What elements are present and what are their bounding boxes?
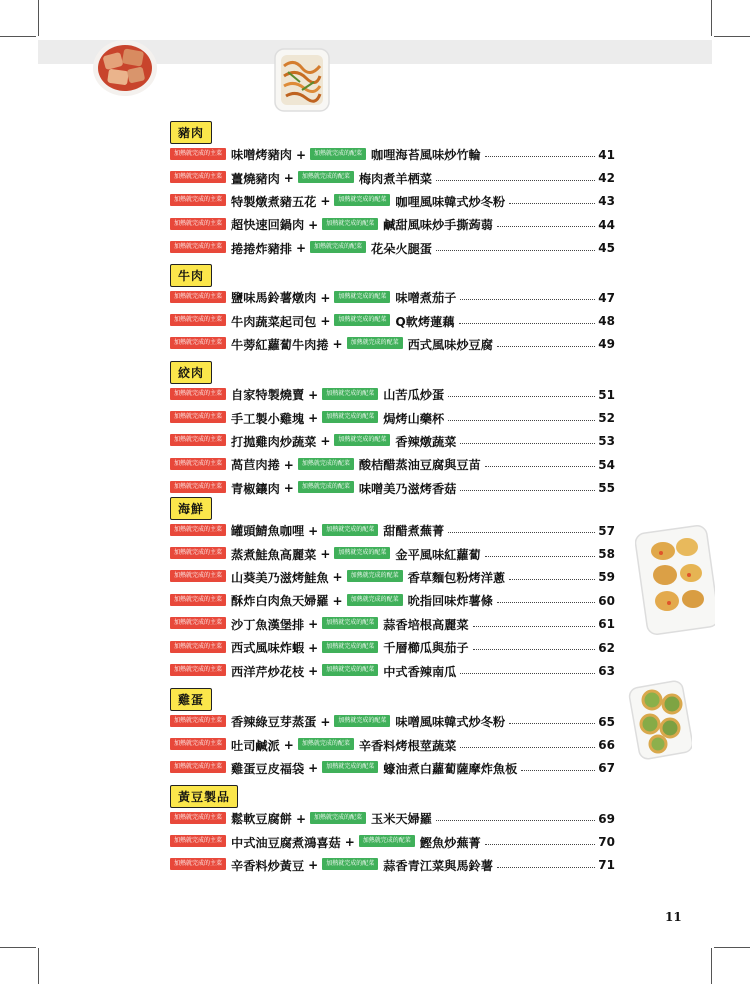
category-label: 牛肉 [170, 264, 212, 287]
leader-dots [460, 747, 595, 748]
leader-dots [473, 626, 595, 627]
side-dish-name: 蒜香培根高麗菜 [383, 617, 469, 632]
plus-sign: + [344, 835, 355, 850]
main-dish-name: 山葵美乃滋烤鮭魚 [231, 570, 329, 585]
plus-sign: + [332, 570, 343, 585]
page-number: 11 [665, 910, 682, 924]
plus-sign: + [295, 811, 307, 826]
leader-dots [460, 299, 595, 300]
leader-dots [497, 602, 595, 603]
leader-dots [436, 180, 595, 181]
category-label: 雞蛋 [170, 688, 212, 711]
side-dish-name: 鰹魚炒蕪菁 [419, 835, 481, 850]
toc-row[interactable] [170, 309, 615, 332]
toc-row[interactable] [170, 830, 615, 853]
main-dish-tag: 加熱就完成的主菜 [170, 194, 226, 206]
main-dish-name: 酥炸白肉魚天婦羅 [231, 594, 329, 609]
main-dish-tag: 加熱就完成的主菜 [170, 291, 226, 303]
main-dish-tag: 加熱就完成的主菜 [170, 524, 226, 536]
side-dish-name: 焗烤山藥杯 [383, 411, 445, 426]
main-dish-name: 鬆軟豆腐餅 [231, 812, 292, 827]
side-dish-name: 咖哩海苔風味炒竹輪 [371, 148, 481, 163]
section-pork [170, 121, 615, 260]
side-dish-tag: 加熱就完成的配菜 [334, 547, 390, 559]
toc-row[interactable] [170, 333, 615, 356]
main-dish-name: 自家特製燒賣 [231, 388, 305, 403]
crop-mark [38, 948, 39, 984]
main-dish-tag: 加熱就完成的主菜 [170, 761, 226, 773]
side-dish-name: 蒜香青江菜與馬鈴薯 [383, 858, 493, 873]
leader-dots [448, 532, 595, 533]
side-dish-tag: 加熱就完成的配菜 [322, 858, 378, 870]
side-dish-tag: 加熱就完成的配菜 [322, 617, 378, 629]
side-dish-tag: 加熱就完成的配菜 [334, 314, 390, 326]
side-dish-tag: 加熱就完成的配菜 [310, 812, 366, 824]
leader-dots [485, 156, 595, 157]
plus-sign: + [283, 171, 294, 186]
food-photo-zucchini [628, 680, 692, 760]
section-minced-meat [170, 361, 615, 500]
page-ref: 63 [598, 664, 615, 679]
side-dish-name: 甜醋煮蕪菁 [383, 524, 445, 539]
plus-sign: + [283, 738, 294, 753]
main-dish-name: 香辣綠豆芽蒸蛋 [231, 715, 317, 730]
side-dish-tag: 加熱就完成的配菜 [334, 715, 390, 727]
main-dish-name: 鹽味馬鈴薯燉肉 [231, 291, 317, 306]
side-dish-tag: 加熱就完成的配菜 [310, 148, 366, 160]
page-ref: 53 [598, 434, 615, 449]
plus-sign: + [308, 387, 319, 402]
section-beef [170, 264, 615, 356]
page-ref: 43 [598, 194, 615, 209]
leader-dots [485, 466, 595, 467]
section-eggs [170, 688, 615, 780]
crop-mark [711, 0, 712, 36]
side-dish-name: 味噌美乃滋烤香菇 [358, 481, 457, 496]
toc-row[interactable] [170, 519, 615, 542]
toc-row[interactable] [170, 566, 615, 589]
page-ref: 45 [598, 241, 615, 256]
page-ref: 47 [598, 290, 615, 305]
leader-dots [485, 556, 595, 557]
side-dish-tag: 加熱就完成的配菜 [322, 761, 378, 773]
side-dish-name: 香草麵包粉烤洋蔥 [407, 570, 506, 585]
side-dish-name: 金平風味紅蘿蔔 [395, 547, 481, 562]
toc-row[interactable] [170, 613, 615, 636]
crop-mark [714, 947, 750, 948]
toc-row[interactable] [170, 659, 615, 682]
page-ref: 62 [598, 640, 615, 655]
plus-sign: + [332, 593, 343, 608]
page-ref: 54 [598, 457, 615, 472]
main-dish-name: 雞蛋豆皮福袋 [231, 761, 305, 776]
toc-row[interactable] [170, 733, 615, 756]
side-dish-tag: 加熱就完成的配菜 [347, 594, 403, 606]
leader-dots [460, 490, 595, 491]
page-ref: 70 [598, 835, 615, 850]
side-dish-name: 咖哩風味韓式炒冬粉 [395, 194, 506, 209]
main-dish-name: 青椒鑲肉 [231, 481, 280, 496]
plus-sign: + [332, 337, 343, 352]
main-dish-name: 中式油豆腐煮鴻喜菇 [231, 835, 341, 850]
side-dish-tag: 加熱就完成的配菜 [322, 641, 378, 653]
plus-sign: + [308, 664, 319, 679]
toc-row[interactable] [170, 213, 615, 236]
page-ref: 69 [598, 811, 615, 826]
side-dish-tag: 加熱就完成的配菜 [334, 194, 390, 206]
side-dish-tag: 加熱就完成的配菜 [359, 835, 415, 847]
plus-sign: + [320, 194, 331, 209]
food-photo-pork [90, 34, 160, 98]
side-dish-name: 鹹甜風味炒手撕蒟蒻 [383, 218, 493, 233]
page-ref: 59 [598, 570, 615, 585]
page-ref: 44 [598, 217, 615, 232]
side-dish-name: 吮指回味炸薯條 [407, 594, 493, 609]
main-dish-name: 蒸煮鮭魚高麗菜 [231, 547, 317, 562]
side-dish-name: 中式香辣南瓜 [383, 664, 457, 679]
leader-dots [497, 346, 595, 347]
main-dish-name: 西式風味炸蝦 [231, 641, 305, 656]
side-dish-name: 玉米天婦羅 [371, 812, 432, 827]
side-dish-name: 蠔油煮白蘿蔔薩摩炸魚板 [383, 761, 518, 776]
main-dish-tag: 加熱就完成的主菜 [170, 481, 226, 493]
main-dish-tag: 加熱就完成的主菜 [170, 171, 226, 183]
main-dish-name: 超快速回鍋肉 [231, 218, 305, 233]
crop-mark [711, 948, 712, 984]
page-ref: 66 [598, 738, 615, 753]
plus-sign: + [283, 481, 294, 496]
side-dish-name: 西式風味炒豆腐 [407, 337, 493, 352]
crop-mark [38, 0, 39, 36]
side-dish-tag: 加熱就完成的配菜 [322, 524, 378, 536]
leader-dots [436, 250, 595, 251]
leader-dots [436, 820, 595, 821]
toc-row[interactable] [170, 406, 615, 429]
plus-sign: + [320, 434, 331, 449]
leader-dots [473, 649, 595, 650]
toc-row[interactable] [170, 286, 615, 309]
plus-sign: + [283, 457, 294, 472]
section-soy-products [170, 785, 615, 877]
main-dish-tag: 加熱就完成的主菜 [170, 594, 226, 606]
plus-sign: + [320, 547, 331, 562]
main-dish-name: 辛香料炒黃豆 [231, 858, 305, 873]
plus-sign: + [308, 640, 319, 655]
page-ref: 61 [598, 617, 615, 632]
plus-sign: + [308, 617, 319, 632]
side-dish-name: 花朵火腿蛋 [371, 241, 432, 256]
plus-sign: + [308, 523, 319, 538]
category-label: 豬肉 [170, 121, 212, 144]
main-dish-tag: 加熱就完成的主菜 [170, 858, 226, 870]
category-label: 海鮮 [170, 497, 212, 520]
side-dish-name: 酸桔醋蒸油豆腐與豆苗 [358, 458, 481, 473]
page-ref: 67 [598, 761, 615, 776]
main-dish-tag: 加熱就完成的主菜 [170, 458, 226, 470]
main-dish-tag: 加熱就完成的主菜 [170, 148, 226, 160]
main-dish-name: 萵苣肉捲 [231, 458, 280, 473]
toc-row[interactable] [170, 383, 615, 406]
toc-row[interactable] [170, 430, 615, 453]
main-dish-tag: 加熱就完成的主菜 [170, 812, 226, 824]
page-ref: 48 [598, 314, 615, 329]
page-ref: 42 [598, 171, 615, 186]
main-dish-tag: 加熱就完成的主菜 [170, 314, 226, 326]
crop-mark [0, 947, 36, 948]
leader-dots [521, 770, 595, 771]
main-dish-tag: 加熱就完成的主菜 [170, 835, 226, 847]
category-label: 絞肉 [170, 361, 212, 384]
main-dish-name: 味噌烤豬肉 [231, 148, 292, 163]
leader-dots [497, 867, 595, 868]
side-dish-name: 梅肉煮羊栖菜 [358, 171, 432, 186]
toc-row[interactable] [170, 757, 615, 780]
main-dish-name: 打拋雞肉炒蔬菜 [231, 434, 317, 449]
main-dish-tag: 加熱就完成的主菜 [170, 241, 226, 253]
toc-row[interactable] [170, 807, 615, 830]
side-dish-tag: 加熱就完成的配菜 [298, 458, 354, 470]
page-ref: 60 [598, 593, 615, 608]
toc-row[interactable] [170, 190, 615, 213]
leader-dots [460, 443, 595, 444]
side-dish-name: 千層櫛瓜與茄子 [383, 641, 469, 656]
plus-sign: + [295, 241, 307, 256]
leader-dots [509, 203, 595, 204]
page-ref: 55 [598, 481, 615, 496]
main-dish-tag: 加熱就完成的主菜 [170, 715, 226, 727]
side-dish-tag: 加熱就完成的配菜 [322, 411, 378, 423]
side-dish-name: 辛香料烤根莖蔬菜 [358, 738, 457, 753]
leader-dots [497, 226, 595, 227]
side-dish-tag: 加熱就完成的配菜 [347, 570, 403, 582]
crop-mark [0, 36, 36, 37]
side-dish-tag: 加熱就完成的配菜 [322, 664, 378, 676]
side-dish-tag: 加熱就完成的配菜 [298, 171, 354, 183]
main-dish-tag: 加熱就完成的主菜 [170, 664, 226, 676]
side-dish-name: 味噌煮茄子 [395, 291, 457, 306]
side-dish-tag: 加熱就完成的配菜 [310, 241, 366, 253]
main-dish-name: 牛肉蔬菜起司包 [231, 314, 317, 329]
toc-row[interactable] [170, 589, 615, 612]
main-dish-name: 捲捲炸豬排 [231, 241, 292, 256]
toc-row[interactable] [170, 453, 615, 476]
side-dish-name: Q軟烤蓮藕 [395, 314, 455, 329]
leader-dots [448, 396, 595, 397]
toc-row[interactable] [170, 143, 615, 166]
side-dish-name: 味噌風味韓式炒冬粉 [395, 715, 506, 730]
leader-dots [459, 323, 595, 324]
plus-sign: + [308, 858, 319, 873]
plus-sign: + [320, 290, 331, 305]
crop-mark [714, 36, 750, 37]
main-dish-name: 吐司鹹派 [231, 738, 280, 753]
page-ref: 51 [598, 387, 615, 402]
plus-sign: + [308, 217, 319, 232]
leader-dots [509, 579, 595, 580]
side-dish-name: 香辣燉蔬菜 [395, 434, 457, 449]
page-ref: 71 [598, 858, 615, 873]
main-dish-tag: 加熱就完成的主菜 [170, 434, 226, 446]
main-dish-name: 手工製小雞塊 [231, 411, 305, 426]
side-dish-name: 山苦瓜炒蛋 [383, 388, 445, 403]
leader-dots [509, 723, 595, 724]
page-ref: 57 [598, 523, 615, 538]
leader-dots [448, 420, 595, 421]
leader-dots [460, 673, 595, 674]
main-dish-tag: 加熱就完成的主菜 [170, 337, 226, 349]
toc-row[interactable] [170, 542, 615, 565]
main-dish-name: 沙丁魚漢堡排 [231, 617, 305, 632]
side-dish-tag: 加熱就完成的配菜 [322, 218, 378, 230]
toc-row[interactable] [170, 636, 615, 659]
toc-row[interactable] [170, 710, 615, 733]
plus-sign: + [308, 761, 319, 776]
main-dish-tag: 加熱就完成的主菜 [170, 738, 226, 750]
plus-sign: + [295, 147, 307, 162]
side-dish-tag: 加熱就完成的配菜 [298, 481, 354, 493]
main-dish-tag: 加熱就完成的主菜 [170, 547, 226, 559]
main-dish-tag: 加熱就完成的主菜 [170, 218, 226, 230]
plus-sign: + [320, 314, 331, 329]
side-dish-tag: 加熱就完成的配菜 [334, 291, 390, 303]
plus-sign: + [308, 411, 319, 426]
page-ref: 49 [598, 337, 615, 352]
page-ref: 58 [598, 547, 615, 562]
main-dish-tag: 加熱就完成的主菜 [170, 617, 226, 629]
main-dish-name: 特製燉煮豬五花 [231, 194, 317, 209]
main-dish-tag: 加熱就完成的主菜 [170, 570, 226, 582]
main-dish-name: 牛蒡紅蘿蔔牛肉捲 [231, 337, 329, 352]
toc-row[interactable] [170, 854, 615, 877]
category-label: 黃豆製品 [170, 785, 238, 808]
side-dish-tag: 加熱就完成的配菜 [298, 738, 354, 750]
main-dish-tag: 加熱就完成的主菜 [170, 388, 226, 400]
toc-row[interactable] [170, 166, 615, 189]
toc-row[interactable] [170, 237, 615, 260]
page-ref: 41 [598, 147, 615, 162]
main-dish-name: 西洋芹炒花枝 [231, 664, 305, 679]
food-photo-noodles [272, 46, 332, 114]
page-ref: 52 [598, 411, 615, 426]
section-seafood [170, 497, 615, 683]
leader-dots [485, 844, 595, 845]
page-ref: 65 [598, 714, 615, 729]
main-dish-name: 罐頭鯖魚咖哩 [231, 524, 305, 539]
side-dish-tag: 加熱就完成的配菜 [347, 337, 403, 349]
side-dish-tag: 加熱就完成的配菜 [322, 388, 378, 400]
main-dish-tag: 加熱就完成的主菜 [170, 411, 226, 423]
plus-sign: + [320, 714, 331, 729]
food-photo-tempura [635, 525, 715, 635]
main-dish-name: 薑燒豬肉 [231, 171, 280, 186]
main-dish-tag: 加熱就完成的主菜 [170, 641, 226, 653]
side-dish-tag: 加熱就完成的配菜 [334, 434, 390, 446]
